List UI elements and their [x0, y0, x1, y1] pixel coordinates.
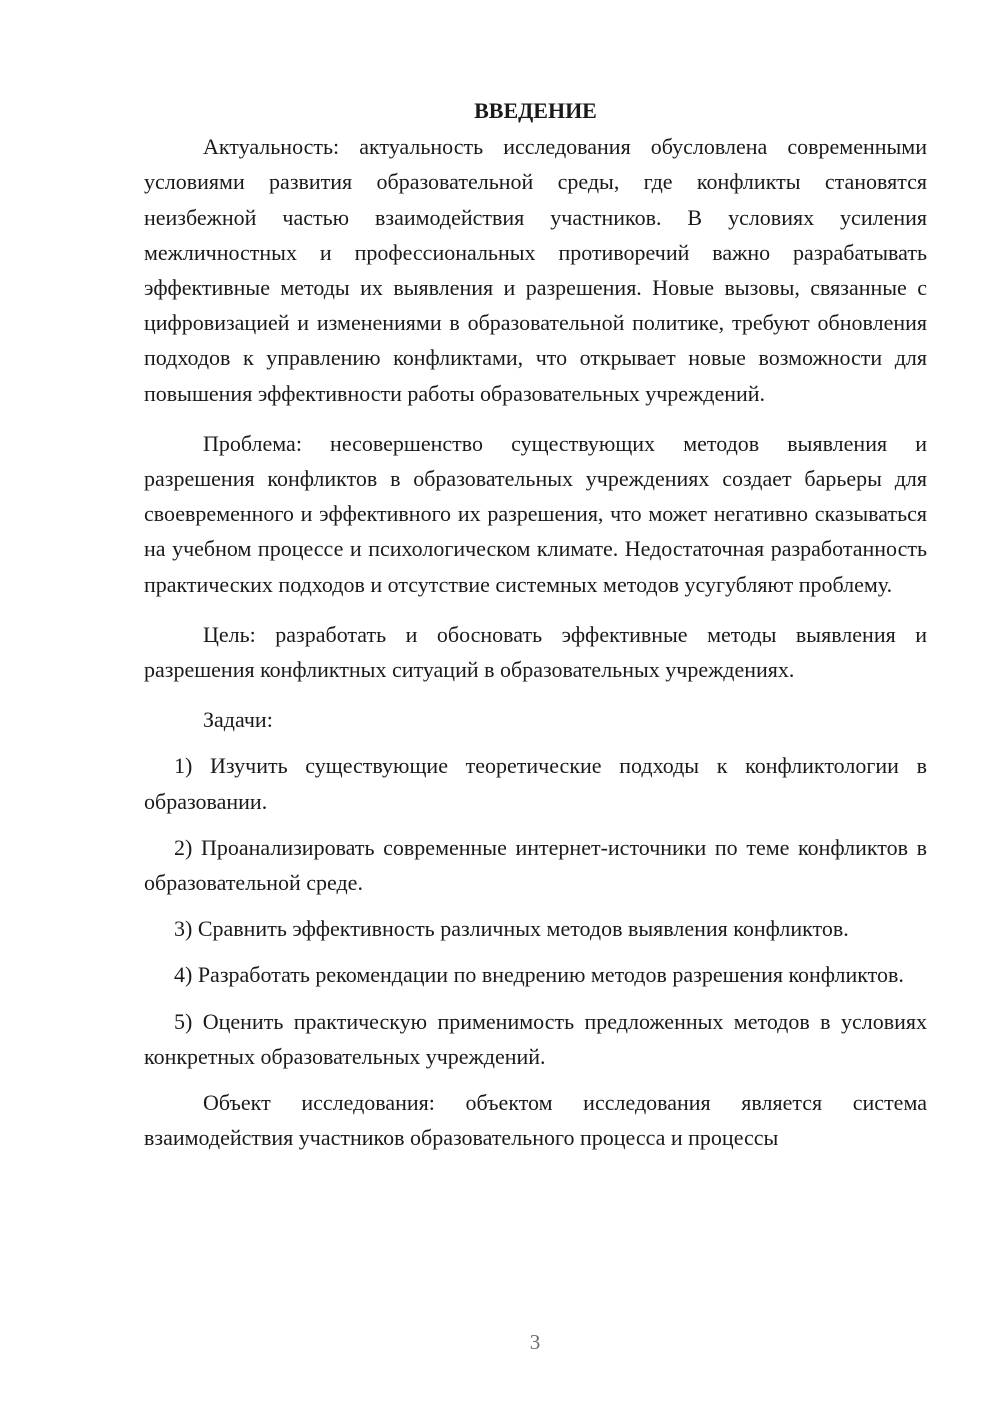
paragraph-goal: Цель: разработать и обосновать эффективные методы выявления и разрешения конфликтных ситуаций в образовательных учреждениях. [144, 621, 927, 683]
document-body [144, 93, 927, 1155]
task-item: 4) Разработать рекомендации по внедрению методов разрешения конфликтов. [174, 962, 904, 988]
paragraph-relevance: Актуальность: актуальность исследования обусловлена современными условиями развития образовательной среды, где конфликты становятся неизбежной частью взаимодействия участников. В условиях усиления межличностных и профессиональных противоречий важно разрабатывать эффективные методы их выявления и разрешения. Новые вызовы, связанные с цифровизацией и изменениями в образовательной политике, требуют обновления подходов к управлению конфликтами, что открывает новые возможности для повышения эффективности работы образовательных учреждений. [144, 134, 927, 406]
page-title: ВВЕДЕНИЕ [474, 98, 597, 123]
task-item: 1) Изучить существующие теоретические подходы к конфликтологии в образовании. [144, 753, 927, 814]
task-item: 3) Сравнить эффективность различных методов выявления конфликтов. [174, 916, 849, 942]
tasks-heading: Задачи: [203, 707, 273, 733]
task-item: 5) Оценить практическую применимость предложенных методов в условиях конкретных образовательных учреждений. [144, 1008, 927, 1069]
page-number: 3 [529, 1330, 541, 1354]
paragraph-problem: Проблема: несовершенство существующих методов выявления и разрешения конфликтов в образовательных учреждениях создает барьеры для своевременного и эффективного их разрешения, что может негативно сказываться на учебном процессе и психологическом климате. Недостаточная разработанность практических подходов и отсутствие системных методов усугубляют проблему. [144, 430, 927, 597]
task-item: 2) Проанализировать современные интернет-источники по теме конфликтов в образовательной среде. [144, 834, 927, 896]
paragraph-object: Объект исследования: объектом исследования является система взаимодействия участников образовательного процесса и процессы [144, 1090, 927, 1151]
